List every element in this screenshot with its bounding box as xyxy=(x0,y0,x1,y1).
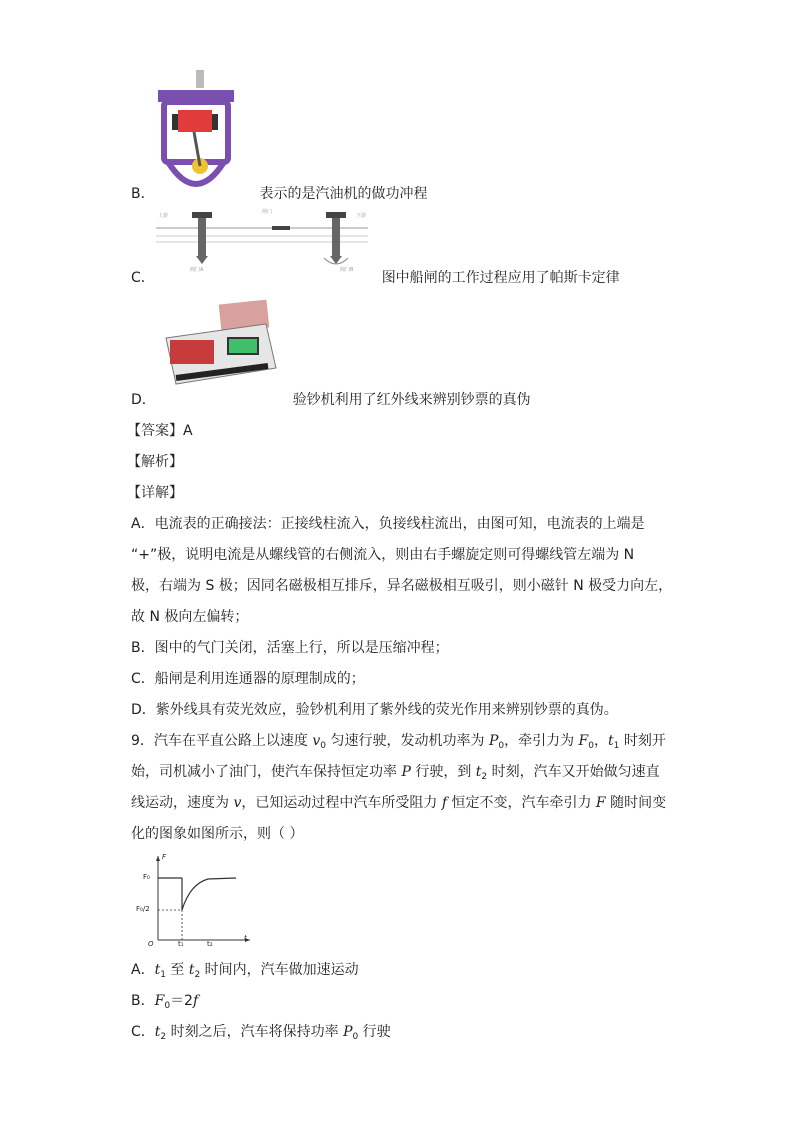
explanation-line: “+”极，说明电流是从螺线管的右侧流入，则由右手螺旋定则可得螺线管左端为 N xyxy=(131,547,635,563)
lock-label-gate: 闸门 xyxy=(262,209,273,215)
analysis-heading: 【解析】 xyxy=(127,454,183,470)
graph-f0-label: F₀ xyxy=(143,873,150,881)
explanation-line: 极，右端为 S 极；因同名磁极相互排斥，异名磁极相互吸引，则小磁针 N 极受力向左， xyxy=(131,578,673,594)
question-9-line-3: 线运动，速度为 v，已知运动过程中汽车所受阻力 f 恒定不变，汽车牵引力 F 随时间变 xyxy=(131,795,667,811)
choice-b: B．$F_0=2f$ xyxy=(131,993,199,1011)
option-b: B． 表示的是汽油机的做功冲程 xyxy=(131,186,428,202)
question-9-line-4: 化的图象如图所示，则（ ） xyxy=(131,826,304,842)
question-9-line-1: 9．汽车在平直公路上以速度 $v_0$ 匀速行驶，发动机功率为 $P_0$，牵引力为 $F_0$，$t_1$ 时刻开 xyxy=(131,733,666,751)
detail-heading: 【详解】 xyxy=(127,485,183,501)
graph-t2-label: t₂ xyxy=(207,940,213,948)
lock-label-valve-a: 阀门A xyxy=(190,267,204,273)
lock-label-downstream: 下游 xyxy=(356,213,367,219)
force-time-graph xyxy=(142,854,254,950)
ship-lock-figure xyxy=(156,208,368,272)
lock-label-valve-b: 阀门B xyxy=(340,267,354,273)
explanation-line: B．图中的气门关闭，活塞上行，所以是压缩冲程； xyxy=(131,640,449,656)
answer-line: 【答案】A xyxy=(127,423,193,439)
option-c: C． 图中船闸的工作过程应用了帕斯卡定律 xyxy=(131,270,620,286)
graph-t1-label: t₁ xyxy=(178,940,184,948)
explanation-line: A．电流表的正确接法：正接线柱流入，负接线柱流出，由图可知，电流表的上端是 xyxy=(131,516,645,532)
choice-c: C．$t_2$ 时刻之后，汽车将保持功率 $P_0$ 行驶 xyxy=(131,1024,391,1042)
money-detector-figure xyxy=(156,298,282,388)
explanation-line: 故 N 极向左偏转； xyxy=(131,609,249,625)
graph-f0-half-label: F₀/2 xyxy=(136,905,150,913)
explanation-line: C．船闸是利用连通器的原理制成的； xyxy=(131,671,365,687)
graph-y-axis-label: F xyxy=(162,853,167,861)
question-9-line-2: 始，司机减小了油门，使汽车保持恒定功率 P 行驶，到 $t_2$ 时刻，汽车又开始做匀速直 xyxy=(131,764,660,782)
choice-a: A．$t_1$ 至 $t_2$ 时间内，汽车做加速运动 xyxy=(131,962,359,980)
explanation-line: D．紫外线具有荧光效应，验钞机利用了紫外线的荧光作用来辨别钞票的真伪。 xyxy=(131,702,618,718)
lock-label-upstream: 上游 xyxy=(158,213,169,219)
graph-origin-label: O xyxy=(148,940,154,948)
graph-x-axis-label: t xyxy=(244,934,247,942)
option-d: D． 验钞机利用了红外线来辨别钞票的真伪 xyxy=(131,392,531,408)
engine-figure xyxy=(150,66,240,196)
